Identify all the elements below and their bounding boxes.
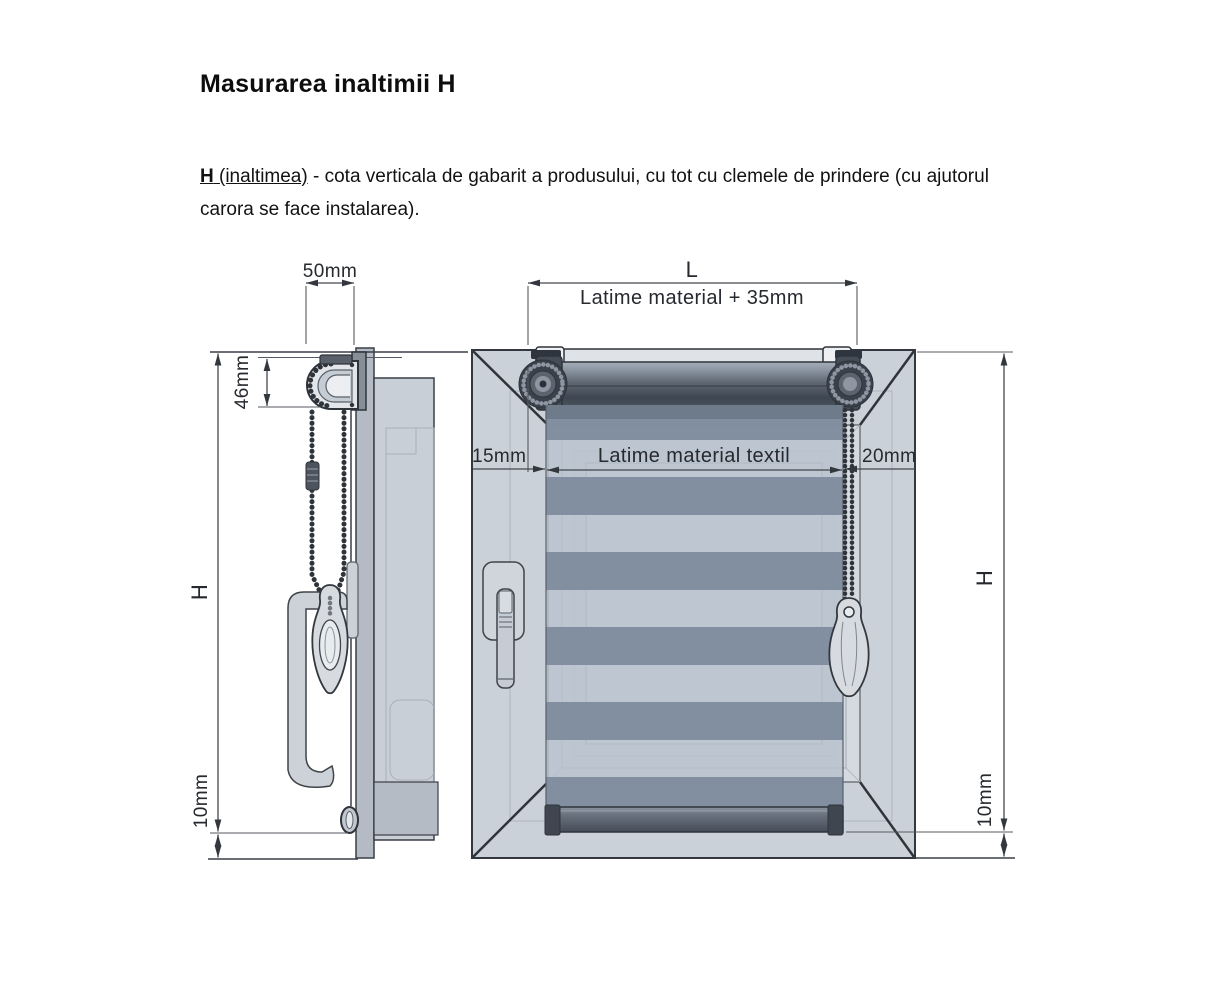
description-term: H: [200, 166, 214, 187]
wall-section: [356, 348, 374, 858]
description-line2: carora se face instalarea).: [200, 199, 420, 220]
chain-connector: [306, 462, 319, 490]
dim-label-height-left: H: [187, 583, 212, 601]
dim-label-cassette-height: 46mm: [232, 354, 253, 410]
mounting-rail: [537, 349, 851, 363]
roller-tube: [558, 362, 840, 407]
description-line1: - cota verticala de gabarit a produsului, cu tot cu clemele de prindere (cu ajutorul: [307, 166, 989, 187]
dim-label-depth: 50mm: [302, 261, 358, 282]
bottom-bar-end: [341, 807, 358, 833]
page-title: Masurarea inaltimii H: [200, 70, 456, 98]
bottom-bar: [545, 805, 843, 835]
dim-label-right-offset: 20mm: [862, 446, 917, 467]
dim-label-fabric-width: Latime material textil: [597, 445, 791, 467]
dim-label-bottom-offset-left: 10mm: [191, 773, 212, 829]
roller-assembly: [519, 347, 873, 410]
dim-label-total-width: L: [685, 257, 699, 282]
dim-label-height-right: H: [972, 569, 997, 587]
bracket-tab: [320, 355, 352, 364]
front-view: [472, 347, 915, 858]
window-frame-profile: [374, 378, 438, 840]
dim-label-width-note: Latime material + 35mm: [580, 287, 804, 309]
roller-mechanism-side: [307, 352, 366, 410]
side-view: [210, 348, 468, 858]
bead-chain-side: [306, 412, 344, 596]
chain-holder: [347, 562, 358, 638]
dim-label-bottom-offset-right: 10mm: [975, 772, 996, 828]
description-term-rest: (inaltimea): [213, 166, 308, 187]
dim-label-left-offset: 15mm: [472, 446, 527, 467]
